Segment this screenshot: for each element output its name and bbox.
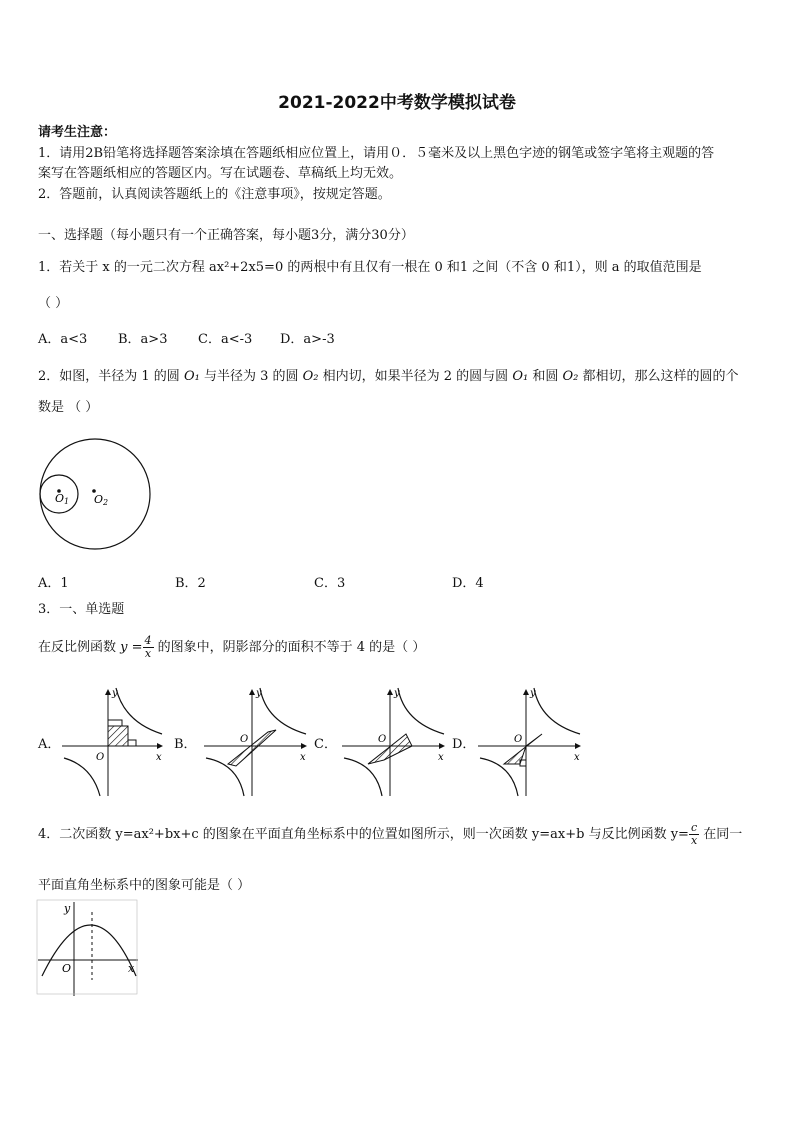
svg-text:x: x xyxy=(574,752,580,763)
q1-option-b[interactable]: B．a>3 xyxy=(118,332,168,347)
notice-line-2: 案写在答题纸相应的答题区内。写在试题卷、草稿纸上均无效。 xyxy=(38,166,403,181)
q2-text: 2．如图，半径为 1 的圆 O₁ 与半径为 3 的圆 O₂ 相内切，如果半径为 2 的圆与圆 O₁ 和圆 O₂ 都相切，那么这样的圆的个 xyxy=(38,369,739,384)
svg-text:y: y xyxy=(256,688,262,699)
svg-text:x: x xyxy=(438,752,444,763)
q2-option-b[interactable]: B．2 xyxy=(175,576,206,591)
svg-text:y: y xyxy=(64,902,71,915)
svg-text:y: y xyxy=(112,688,118,699)
q1-option-c[interactable]: C．a<-3 xyxy=(198,332,253,347)
svg-text:y: y xyxy=(394,688,400,699)
section-heading: 一、选择题（每小题只有一个正确答案，每小题3分，满分30分） xyxy=(38,228,414,243)
svg-text:O: O xyxy=(514,734,523,745)
notice-heading: 请考生注意： xyxy=(38,125,117,140)
notice-line-3: 2．答题前，认真阅读答题纸上的《注意事项》，按规定答题。 xyxy=(38,187,391,202)
q3-label-b[interactable]: B． xyxy=(174,737,197,752)
o2-label-2: O₂ xyxy=(562,369,579,384)
page-title: 2021-2022中考数学模拟试卷 xyxy=(278,93,516,113)
q3-label-a[interactable]: A． xyxy=(38,737,61,752)
svg-text:O: O xyxy=(62,962,72,975)
svg-text:O: O xyxy=(96,752,105,763)
svg-text:y: y xyxy=(530,688,536,699)
q2-option-a[interactable]: A．1 xyxy=(38,576,69,591)
q3-heading: 3．一、单选题 xyxy=(38,602,125,617)
q3-graph-b xyxy=(204,688,306,796)
o1-label-2: O₁ xyxy=(512,369,529,384)
svg-text:x: x xyxy=(128,962,135,975)
svg-text:x: x xyxy=(156,752,162,763)
q4-text-line2: 平面直角坐标系中的图象可能是（ ） xyxy=(38,878,251,893)
q4-fraction: $\frac{c}{x}$ xyxy=(690,821,698,847)
q4-parabola-figure xyxy=(34,898,142,998)
q2-option-c[interactable]: C．3 xyxy=(314,576,346,591)
q3-graph-a xyxy=(62,688,162,796)
svg-text:O: O xyxy=(378,734,387,745)
q4-text: 4．二次函数 y=ax²+bx+c 的图象在平面直角坐标系中的位置如图所示，则一次函数 y=ax+b 与反比例函数 y= $\frac{c}{x}$ 在同一 xyxy=(38,821,743,847)
q2-circles-figure xyxy=(34,436,156,552)
q3-label-d[interactable]: D． xyxy=(452,737,476,752)
o2-label: O₂ xyxy=(302,369,319,384)
q3-fraction: $\frac{4}{x}$ xyxy=(144,634,152,660)
svg-text:O: O xyxy=(240,734,249,745)
q1-text: 1．若关于 x 的一元二次方程 ax²+2x5=0 的两根中有且仅有一根在 0 和1 之间（不含 0 和1），则 a 的取值范围是 xyxy=(38,260,702,275)
q1-option-a[interactable]: A．a<3 xyxy=(38,332,88,347)
q2-option-d[interactable]: D．4 xyxy=(452,576,484,591)
q2-text-line2: 数是 （ ） xyxy=(38,400,99,415)
q3-text: 在反比例函数 y = $\frac{4}{x}$ 的图象中，阴影部分的面积不等于 4 的是（ ） xyxy=(38,634,426,660)
q1-paren: （ ） xyxy=(38,296,69,311)
q3-graphs xyxy=(0,684,794,798)
q1-option-d[interactable]: D．a>-3 xyxy=(280,332,335,347)
q3-label-c[interactable]: C． xyxy=(314,737,337,752)
notice-line-1: 1．请用2B铅笔将选择题答案涂填在答题纸相应位置上，请用０．５毫米及以上黑色字迹的钢笔或签字笔将主观题的答 xyxy=(38,146,715,161)
fig-o1-text: O1 xyxy=(55,492,70,506)
fig-o2-text: O2 xyxy=(94,493,109,507)
o1-label: O₁ xyxy=(183,369,200,384)
q3-graph-c xyxy=(342,688,444,796)
svg-text:x: x xyxy=(300,752,306,763)
q3-graph-d xyxy=(478,688,580,796)
